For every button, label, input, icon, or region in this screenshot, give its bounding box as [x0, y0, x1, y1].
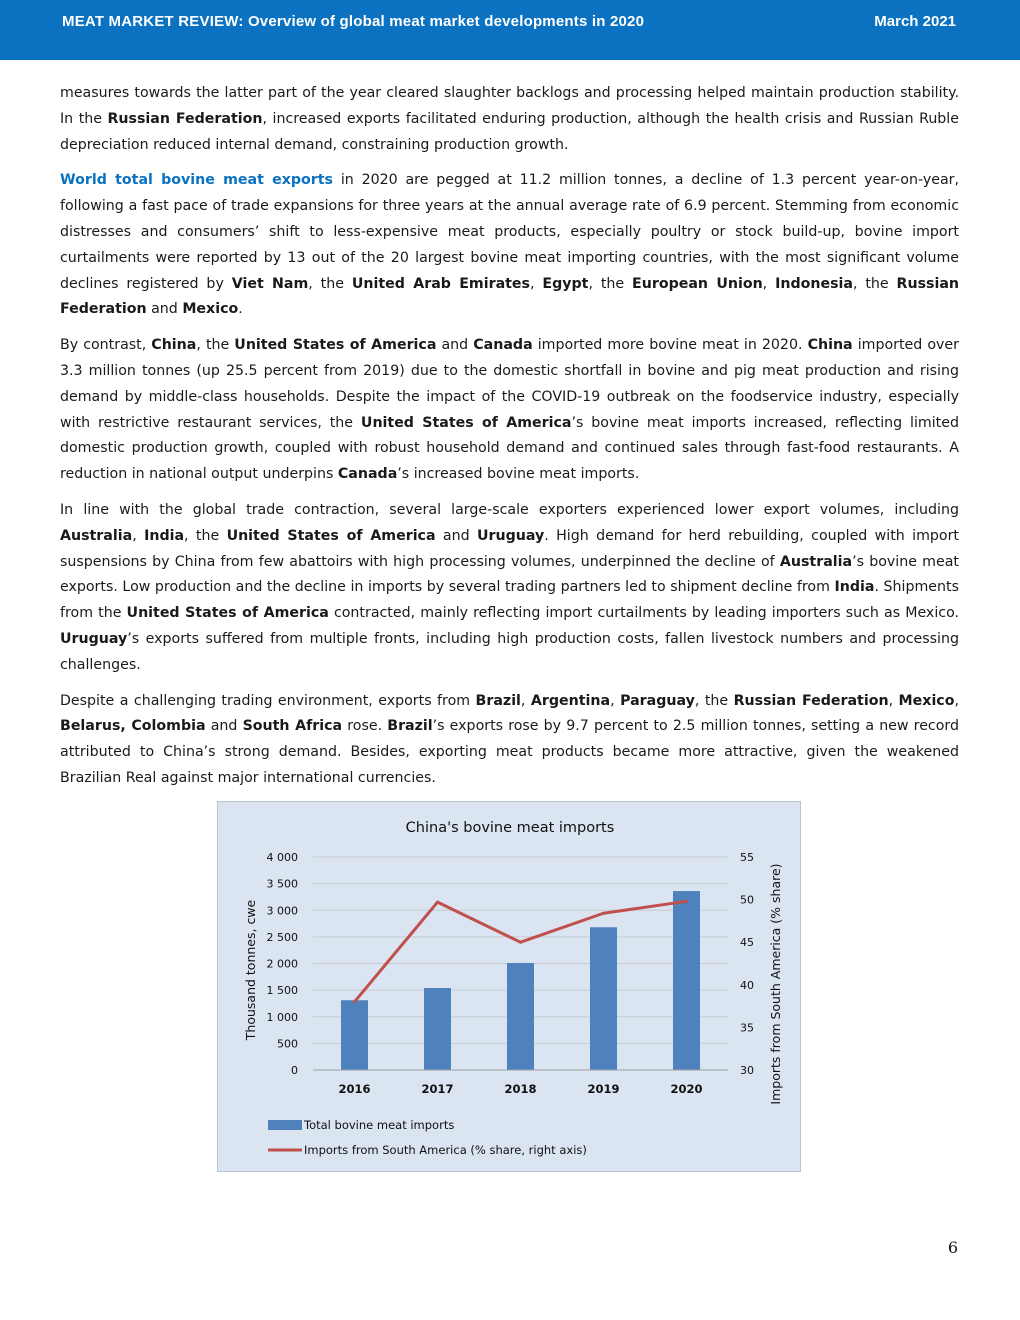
legend-bar-swatch — [268, 1120, 302, 1130]
text-run: imported over 3.3 million tonnes (up 25.5 percent from 2019) due to the domestic shortfall in bovine and pig meat production and rising demand by middle-class households. Despite the impact of the COVID-19 outbreak on the foodservice industry, especially with restrictive restaurant services, the — [60, 337, 959, 431]
bold-text: Egypt — [542, 275, 589, 292]
text-run: , the — [694, 692, 734, 709]
text-run: . — [238, 301, 243, 318]
bold-text: European Union — [632, 275, 763, 292]
bold-text: Australia — [60, 527, 133, 544]
body-text — [60, 81, 959, 802]
paragraph — [60, 333, 959, 488]
text-run: and — [435, 527, 477, 544]
text-run: rose. — [342, 718, 388, 735]
text-run: , the — [196, 337, 235, 354]
text-run: and — [436, 337, 474, 354]
bold-text: Argentina — [530, 692, 611, 709]
bar-2016 — [341, 1000, 368, 1070]
bold-text: Russian Federation — [733, 692, 889, 709]
highlight-text: World total bovine meat exports — [60, 172, 334, 189]
y-tick-label: 2 000 — [266, 957, 298, 971]
text-run: in 2020 are pegged at 11.2 million tonnes, a decline of 1.3 percent year-on-year, following a fast pace of trade expansions for three years at the annual average rate of 6.9 percent. Stemming from economic distresses and consumers’ shift to less-expensive meat products, especially poultry or stock build-up, bovine import curtailments were reported by 13 out of the 20 largest bovine meat importing countries, with the most significant volume declines registered by — [60, 172, 959, 292]
text-run: imported more bovine meat in 2020. — [532, 337, 808, 354]
bold-text: Russian Federation — [107, 110, 263, 127]
text-run: , — [530, 275, 543, 292]
line-point-2016 — [353, 1000, 356, 1003]
bold-text: Canada — [337, 466, 398, 483]
bold-text: Belarus, Colombia — [60, 718, 206, 735]
bold-text: Paraguay — [620, 692, 695, 709]
header-bar — [0, 0, 1020, 60]
text-run: and — [205, 718, 243, 735]
x-tick-label: 2020 — [670, 1082, 703, 1096]
bar-2020 — [673, 891, 700, 1070]
y-tick-label: 4 000 — [266, 851, 298, 864]
bold-text: Viet Nam — [231, 275, 309, 292]
text-run: measures towards the latter part of the year cleared slaughter backlogs and processing helped maintain production stability. In the — [60, 85, 959, 127]
line-point-2018 — [519, 941, 522, 944]
bold-text: Canada — [473, 337, 533, 354]
chart-container — [217, 801, 801, 1172]
document-date: March 2021 — [874, 13, 956, 30]
bar-2017 — [424, 988, 451, 1070]
bold-text: China — [807, 337, 853, 354]
y2-tick-label: 30 — [740, 1064, 754, 1077]
paragraph — [60, 81, 959, 158]
y2-tick-label: 40 — [740, 978, 754, 992]
y2-tick-label: 55 — [740, 851, 754, 864]
document-title: MEAT MARKET REVIEW: Overview of global meat market developments in 2020 — [62, 13, 645, 30]
text-run: , the — [852, 275, 897, 292]
bar-2019 — [590, 927, 617, 1070]
y-tick-label: 1 500 — [266, 984, 298, 998]
y-tick-label: 1 000 — [266, 1010, 298, 1024]
y-tick-label: 2 500 — [266, 930, 298, 944]
china-bovine-imports-chart — [218, 802, 802, 1173]
bold-text: China — [151, 337, 197, 354]
text-run: , increased exports facilitated enduring production, although the health crisis and Russian Ruble depreciation reduced internal demand, constraining production growth. — [60, 110, 959, 153]
bold-text: Australia — [779, 553, 853, 570]
y-tick-label: 3 000 — [266, 904, 298, 918]
bold-text: Brazil — [387, 718, 433, 735]
bold-text: India — [144, 527, 185, 544]
paragraph — [60, 168, 959, 323]
text-run: ’s exports rose by 9.7 percent to 2.5 million tonnes, setting a new record attributed to China’s strong demand. Besides, exporting meat products became more attractive, given the weakened Brazilian Real against major international currencies. — [60, 718, 959, 786]
text-run: , the — [588, 275, 633, 292]
text-run: and — [146, 301, 183, 318]
y2-tick-label: 45 — [740, 936, 754, 950]
bold-text: South Africa — [242, 718, 343, 735]
x-tick-label: 2018 — [504, 1082, 537, 1096]
bold-text: United Arab Emirates — [351, 275, 530, 292]
line-point-2017 — [436, 901, 439, 904]
x-tick-label: 2016 — [338, 1082, 371, 1096]
text-run: ’s increased bovine meat imports. — [397, 466, 640, 483]
text-run: , — [610, 692, 621, 709]
text-run: . Shipments from the — [60, 579, 959, 622]
legend-line-label: Imports from South America (% share, right axis) — [304, 1143, 587, 1157]
bold-text: United States of America — [360, 414, 572, 431]
y-tick-label: 3 500 — [266, 877, 298, 891]
paragraph — [60, 498, 959, 679]
y2-axis-label: Imports from South America (% share) — [768, 863, 783, 1105]
bold-text: Indonesia — [775, 275, 853, 292]
text-run: In line with the global trade contraction, several large-scale exporters experienced lower export volumes, including — [60, 501, 959, 518]
text-run: , — [132, 527, 145, 544]
legend-bar-label: Total bovine meat imports — [304, 1118, 455, 1132]
x-tick-label: 2019 — [587, 1082, 620, 1096]
text-run: ’s bovine meat exports. Low production and the decline in imports by several trading partners led to shipment decline from — [60, 553, 959, 596]
bar-2018 — [507, 963, 534, 1070]
bold-text: United States of America — [126, 605, 329, 622]
paragraph — [60, 689, 959, 792]
text-run: ’s bovine meat imports increased, reflecting limited domestic production growth, coupled with robust household demand and continued sales through fast-food restaurants. A reduction in national output underpins — [60, 414, 959, 483]
text-run: , the — [184, 527, 227, 544]
y-tick-label: 500 — [277, 1037, 298, 1051]
bold-text: Mexico — [898, 692, 955, 709]
y2-tick-label: 35 — [740, 1021, 754, 1035]
bold-text: Mexico — [182, 301, 239, 318]
bold-text: United States of America — [234, 337, 437, 354]
line-point-2020 — [685, 900, 688, 903]
text-run: , — [954, 692, 959, 709]
text-run: By contrast, — [60, 337, 152, 354]
bold-text: Brazil — [475, 692, 521, 709]
chart-title: China's bovine meat imports — [405, 820, 615, 836]
text-run: . High demand for herd rebuilding, coupled with import suspensions by China from few abattoirs with high processing volumes, underpinned the decline of — [60, 527, 959, 570]
line-point-2019 — [602, 912, 605, 915]
text-run: Despite a challenging trading environment, exports from — [60, 692, 476, 709]
text-run: , the — [308, 275, 352, 292]
text-run: ’s exports suffered from multiple fronts, including high production costs, fallen livestock numbers and processing challenges. — [60, 630, 959, 673]
page-number: 6 — [947, 1238, 958, 1257]
x-tick-label: 2017 — [421, 1082, 454, 1096]
bold-text: United States of America — [226, 527, 436, 544]
y2-tick-label: 50 — [740, 893, 754, 907]
bold-text: Uruguay — [60, 630, 128, 647]
y-axis-label: Thousand tonnes, cwe — [243, 899, 258, 1041]
text-run: , — [762, 275, 776, 292]
text-run: contracted, mainly reflecting import curtailments by leading importers such as Mexico. — [328, 605, 960, 622]
text-run: , — [888, 692, 899, 709]
bold-text: Russian Federation — [60, 275, 959, 318]
bold-text: India — [834, 579, 875, 596]
text-run: , — [520, 692, 531, 709]
bold-text: Uruguay — [476, 527, 545, 544]
y-tick-label: 0 — [291, 1064, 298, 1077]
